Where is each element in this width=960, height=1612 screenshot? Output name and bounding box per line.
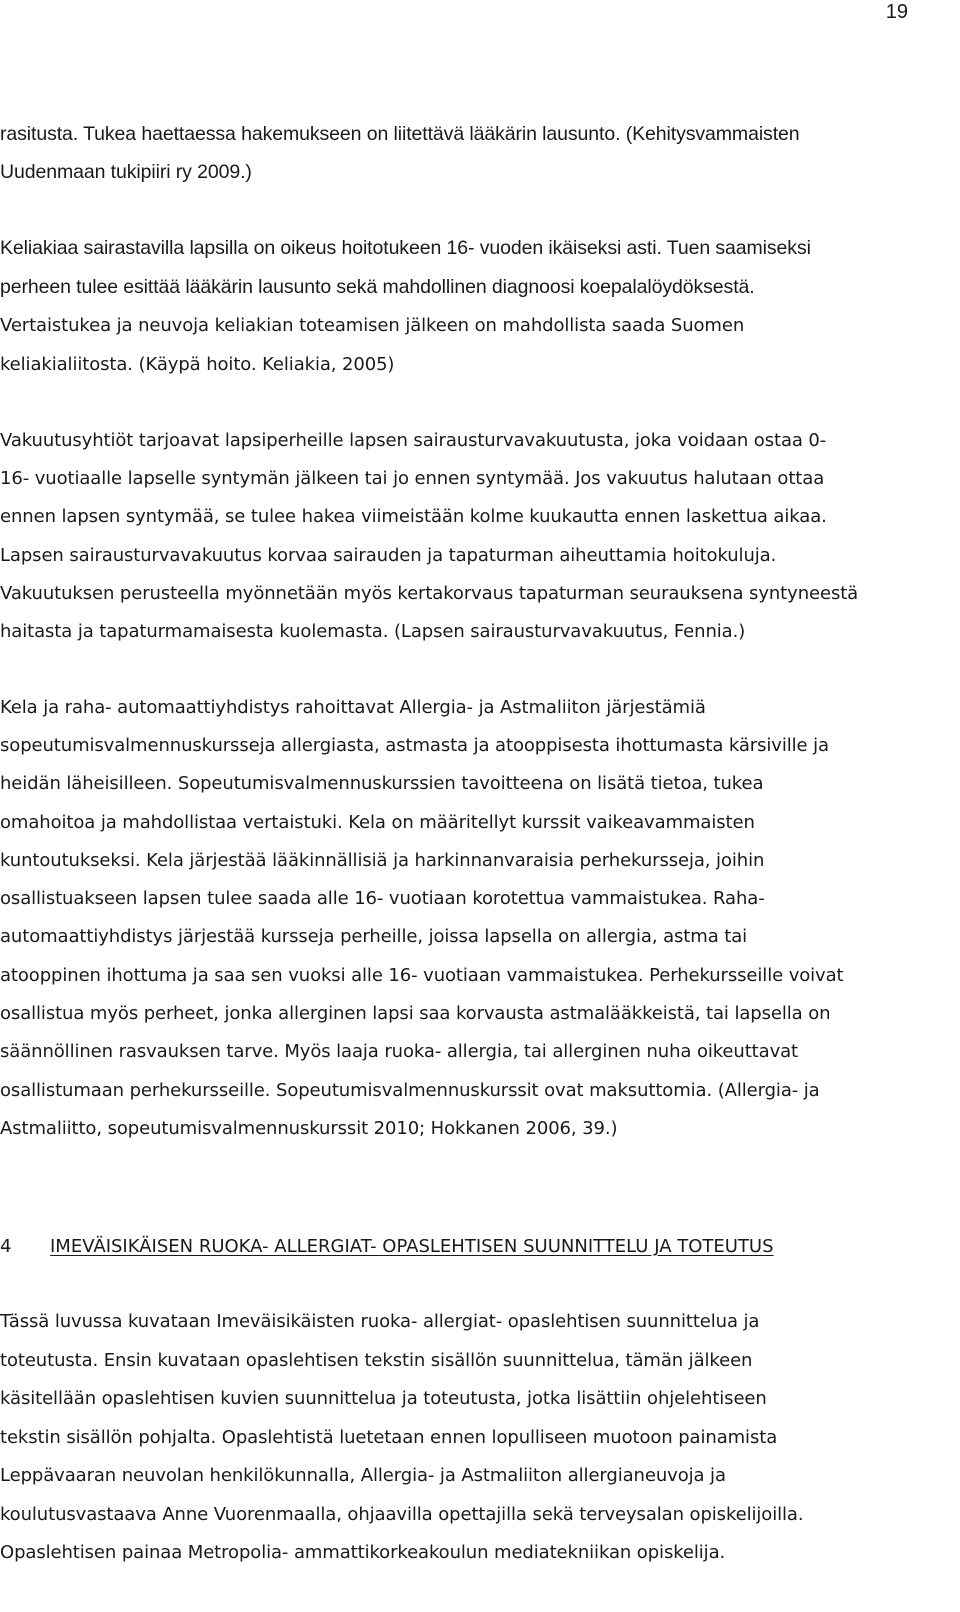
text-line: automaattiyhdistys järjestää kursseja perheille, joissa lapsella on allergia, astma tai [0,926,748,947]
text-line: Leppävaaran neuvolan henkilökunnalla, Allergia- ja Astmaliiton allergianeuvoja ja [0,1465,726,1486]
text-line: osallistumaan perhekursseille. Sopeutumisvalmennuskurssit ovat maksuttomia. (Allergia- ja [0,1080,820,1101]
page-number: 19 [885,1,908,23]
text-line: ennen lapsen syntymää, se tulee hakea viimeistään kolme kuukautta ennen laskettua aikaa. [0,506,827,527]
text-line: Kela ja raha- automaattiyhdistys rahoittavat Allergia- ja Astmaliiton järjestämiä [0,697,706,718]
text-line: Keliakiaa sairastavilla lapsilla on oikeus hoitotukeen 16- vuoden ikäiseksi asti. Tuen saamiseksi [0,237,811,259]
text-line: toteutusta. Ensin kuvataan opaslehtisen tekstin sisällön suunnittelua, tämän jälkeen [0,1350,753,1371]
text-line: atooppinen ihottuma ja saa sen vuoksi alle 16- vuotiaan vammaistukea. Perhekursseille voivat [0,965,844,986]
text-line: osallistuakseen lapsen tulee saada alle 16- vuotiaan korotettua vammaistukea. Raha- [0,888,765,909]
text-line: rasitusta. Tukea haettaessa hakemukseen on liitettävä lääkärin lausunto. (Kehitysvammaisten [0,123,800,145]
text-line: Lapsen sairausturvavakuutus korvaa sairauden ja tapaturman aiheuttamia hoitokuluja. [0,545,777,566]
text-line: Astmaliitto, sopeutumisvalmennuskurssit 2010; Hokkanen 2006, 39.) [0,1118,618,1139]
section-number: 4 [0,1236,12,1257]
text-line: säännöllinen rasvauksen tarve. Myös laaja ruoka- allergia, tai allerginen nuha oikeuttavat [0,1041,799,1062]
text-line: kuntoutukseksi. Kela järjestää lääkinnällisiä ja harkinnanvaraisia perhekursseja, joihin [0,850,765,871]
text-line: Vertaistukea ja neuvoja keliakian toteamisen jälkeen on mahdollista saada Suomen [0,315,745,336]
text-line: perheen tulee esittää lääkärin lausunto sekä mahdollinen diagnoosi koepalalöydöksestä. [0,276,755,298]
text-line: haitasta ja tapaturmamaisesta kuolemasta. (Lapsen sairausturvavakuutus, Fennia.) [0,621,746,642]
text-line: Tässä luvussa kuvataan Imeväisikäisten ruoka- allergiat- opaslehtisen suunnittelua ja [0,1311,760,1332]
text-line: koulutusvastaava Anne Vuorenmaalla, ohjaavilla opettajilla sekä terveysalan opiskelijoilla. [0,1504,804,1525]
text-line: Uudenmaan tukipiiri ry 2009.) [0,161,252,183]
text-line: omahoitoa ja mahdollistaa vertaistuki. Kela on määritellyt kurssit vaikeavammaisten [0,812,755,833]
text-line: käsitellään opaslehtisen kuvien suunnittelua ja toteutusta, jotka lisättiin ohjelehtiseen [0,1388,767,1409]
text-line: 16- vuotiaalle lapselle syntymän jälkeen tai jo ennen syntymää. Jos vakuutus halutaan ottaa [0,468,825,489]
text-line: Vakuutuksen perusteella myönnetään myös kertakorvaus tapaturman seurauksena syntyneestä [0,583,859,604]
text-line: heidän läheisilleen. Sopeutumisvalmennuskurssien tavoitteena on lisätä tietoa, tukea [0,773,764,794]
text-line: Vakuutusyhtiöt tarjoavat lapsiperheille lapsen sairausturvavakuutusta, joka voidaan ostaa 0- [0,430,827,451]
text-line: sopeutumisvalmennuskursseja allergiasta, astmasta ja atooppisesta ihottumasta kärsiville ja [0,735,829,756]
text-line: Opaslehtisen painaa Metropolia- ammattikorkeakoulun mediatekniikan opiskelija. [0,1542,726,1563]
text-line: osallistua myös perheet, jonka allerginen lapsi saa korvausta astmalääkkeistä, tai lapsella on [0,1003,831,1024]
text-line: tekstin sisällön pohjalta. Opaslehtistä luetetaan ennen lopulliseen muotoon painamista [0,1427,778,1448]
section-title: IMEVÄISIKÄISEN RUOKA- ALLERGIAT- OPASLEHTISEN SUUNNITTELU JA TOTEUTUS [50,1236,774,1257]
text-line: keliakialiitosta. (Käypä hoito. Keliakia, 2005) [0,354,395,375]
